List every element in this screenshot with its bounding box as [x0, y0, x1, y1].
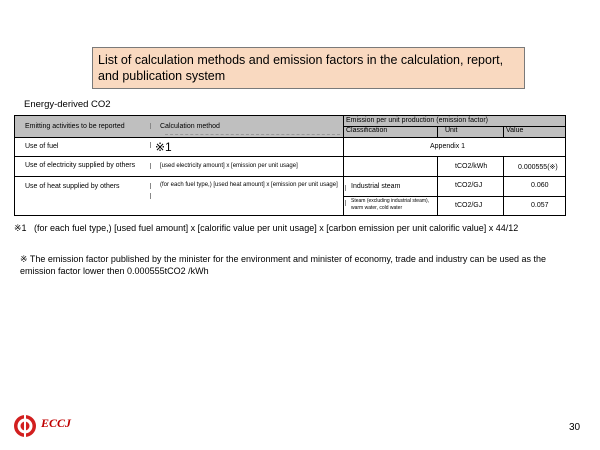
row-electricity-value: 0.000555(※) [518, 164, 558, 171]
row-heat-sub1-unit: tCO2/GJ [455, 182, 483, 189]
row-electricity-activity: Use of electricity supplied by others [25, 162, 136, 169]
page-number: 30 [569, 422, 581, 433]
row-heat-sub2-classification: Steam (excluding industrial steam), warm water, cold water [351, 198, 430, 211]
footnote-2: ※ The emission factor published by the minister for the environment and minister of economy, trade and industry can be used as the emission factor lower then 0.000555tCO2 /kWh [20, 254, 546, 276]
footnote-1: ※1 (for each fuel type,) [used fuel amount] x [calorific value per unit usage] x [carbon emission per unit calorific value] x 44/12 [14, 223, 519, 233]
section-label: Energy-derived CO2 [24, 99, 111, 110]
row-heat-method: (for each fuel type,) [used heat amount] x [emission per unit usage] [160, 182, 338, 188]
header-unit: Unit [445, 127, 458, 134]
header-value: Value [506, 127, 524, 134]
row-fuel-method: ※1 [155, 140, 172, 154]
row-electricity-unit: tCO2/kWh [455, 163, 488, 170]
slide-title: List of calculation methods and emission factors in the calculation, report, and publication system [92, 47, 525, 89]
row-electricity-method: [used electricity amount] x [emission per unit usage] [160, 163, 298, 169]
row-heat-sub1-classification: Industrial steam [351, 183, 401, 190]
eccj-logo-icon [13, 414, 37, 438]
row-heat-sub1-value: 0.060 [531, 182, 549, 189]
header-classification: Classification [346, 127, 388, 134]
header-activities: Emitting activities to be reported [25, 123, 125, 130]
header-method: Calculation method [160, 123, 220, 130]
row-fuel-activity: Use of fuel [25, 143, 59, 150]
emission-factor-table [14, 115, 566, 216]
row-heat-sub2-value: 0.057 [531, 202, 549, 209]
header-factor-group: Emission per unit production (emission factor) [346, 117, 489, 124]
row-heat-activity: Use of heat supplied by others [25, 183, 120, 190]
row-fuel-appendix: Appendix 1 [430, 143, 466, 150]
logo-text: ECCJ [41, 416, 72, 430]
row-heat-sub2-unit: tCO2/GJ [455, 202, 483, 209]
